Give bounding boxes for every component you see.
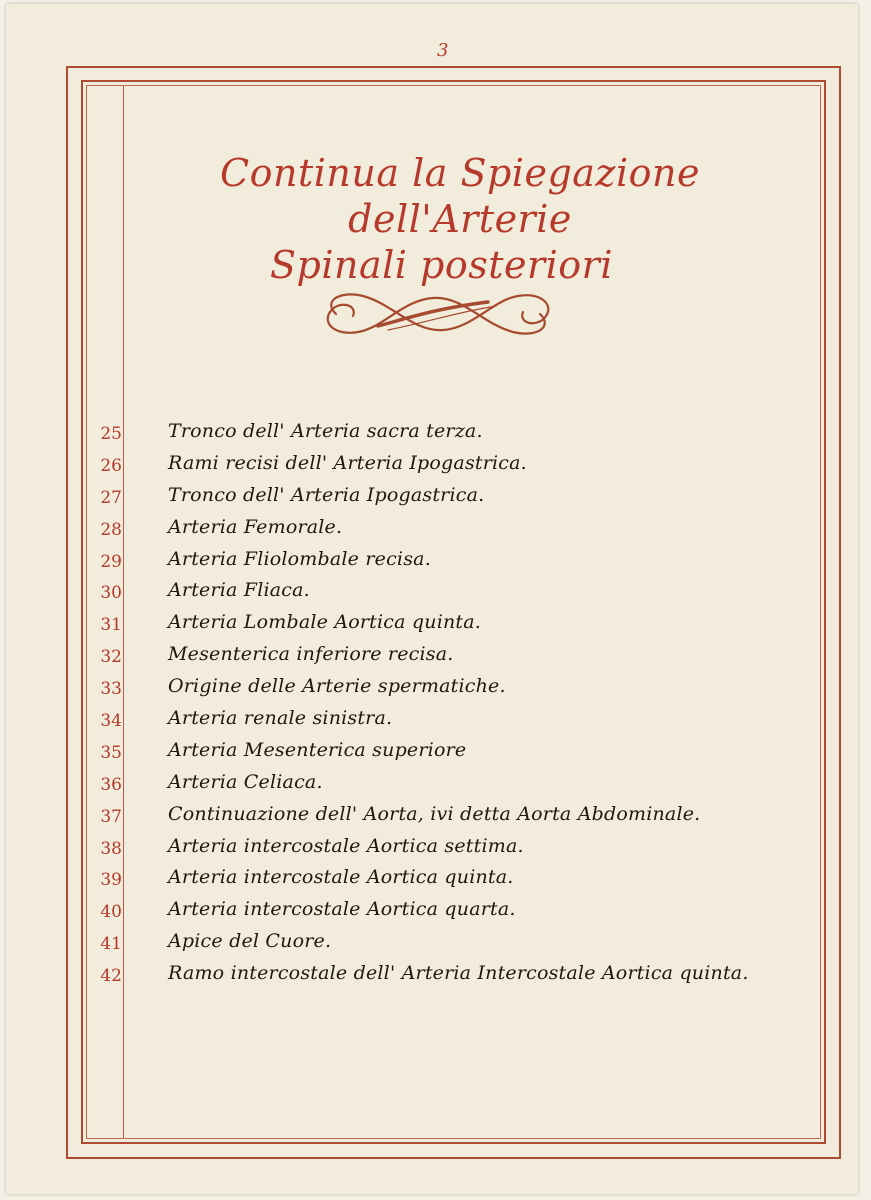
list-item <box>90 896 790 928</box>
entry-text: Arteria Lombale Aortica quinta. <box>168 611 482 634</box>
entry-text: Arteria Fliaca. <box>168 579 310 602</box>
entry-number: 39 <box>100 870 122 891</box>
entry-text: Arteria Femorale. <box>168 515 343 538</box>
page-title <box>140 150 780 288</box>
list-item <box>90 960 790 992</box>
entry-text: Arteria Celiaca. <box>168 770 323 793</box>
entry-number: 42 <box>100 966 122 987</box>
calligraphic-flourish-ornament <box>318 282 558 346</box>
entry-text: Arteria renale sinistra. <box>168 707 393 730</box>
list-item <box>90 609 790 641</box>
entry-text: Apice del Cuore. <box>168 930 332 953</box>
list-item <box>90 577 790 609</box>
entry-number: 36 <box>100 774 122 795</box>
entry-text: Arteria intercostale Aortica quinta. <box>168 866 514 889</box>
entry-text: Arteria intercostale Aortica settima. <box>168 834 524 857</box>
list-item <box>90 801 790 833</box>
page-number: 3 <box>437 40 449 61</box>
entry-number: 33 <box>100 679 122 700</box>
list-item <box>90 928 790 960</box>
entry-number: 29 <box>100 551 122 572</box>
entry-number: 30 <box>100 583 122 604</box>
title-line-2: Spinali posteriori <box>270 243 614 287</box>
list-item <box>90 546 790 578</box>
list-item <box>90 737 790 769</box>
entry-text: Rami recisi dell' Arteria Ipogastrica. <box>168 451 527 474</box>
entry-number: 25 <box>100 424 122 444</box>
list-item <box>90 482 790 514</box>
entry-text: Continuazione dell' Aorta, ivi detta Aorta Abdominale. <box>168 802 701 825</box>
legend-list <box>90 418 790 992</box>
entry-text: Arteria Mesenterica superiore <box>168 738 467 761</box>
entry-number: 41 <box>100 934 122 955</box>
list-item <box>90 769 790 801</box>
list-item <box>90 514 790 546</box>
entry-text: Tronco dell' Arteria Ipogastrica. <box>168 483 485 506</box>
entry-number: 40 <box>100 902 122 923</box>
list-item <box>90 705 790 737</box>
entry-number: 32 <box>100 647 122 668</box>
list-item <box>90 450 790 482</box>
entry-text: Ramo intercostale dell' Arteria Intercostale Aortica quinta. <box>168 962 749 985</box>
entry-number: 31 <box>100 615 122 636</box>
entry-text: Origine delle Arterie spermatiche. <box>168 675 506 698</box>
list-item <box>90 418 790 450</box>
entry-text: Arteria Fliolombale recisa. <box>168 547 431 570</box>
list-item <box>90 641 790 673</box>
list-item <box>90 864 790 896</box>
list-item <box>90 673 790 705</box>
entry-text: Arteria intercostale Aortica quarta. <box>168 898 516 921</box>
list-item <box>90 833 790 865</box>
entry-number: 26 <box>100 455 122 476</box>
entry-text: Tronco dell' Arteria sacra terza. <box>168 420 483 442</box>
entry-number: 34 <box>100 711 122 732</box>
entry-number: 28 <box>100 519 122 540</box>
entry-text: Mesenterica inferiore recisa. <box>168 643 454 666</box>
title-line-1: Continua la Spiegazione dell'Arterie <box>220 151 700 241</box>
entry-number: 38 <box>100 838 122 859</box>
entry-number: 27 <box>100 487 122 508</box>
entry-number: 35 <box>100 742 122 763</box>
entry-number: 37 <box>100 806 122 827</box>
